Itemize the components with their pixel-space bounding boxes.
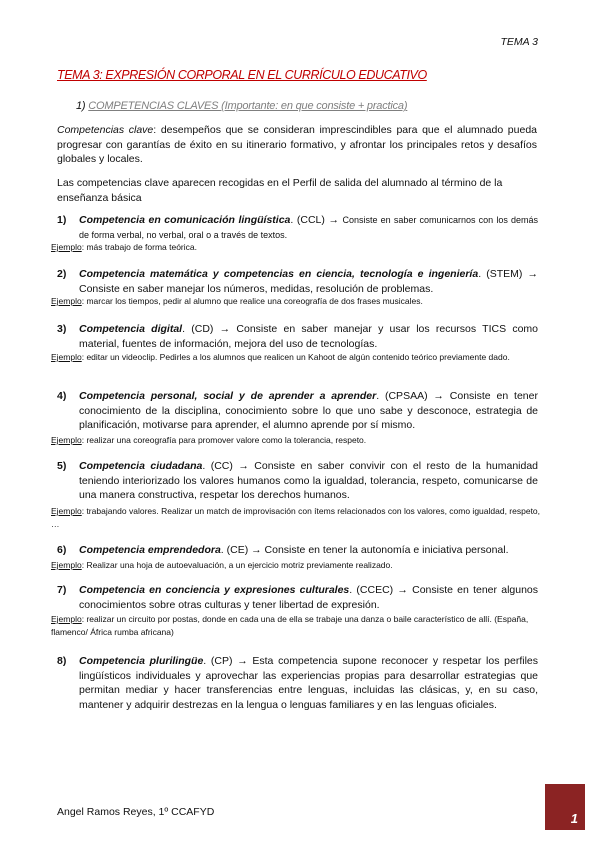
- item-name: Competencia en comunicación lingüística: [79, 214, 291, 226]
- item-number: 1): [57, 214, 67, 226]
- item-number: 2): [57, 268, 67, 280]
- item-name: Competencia plurilingüe: [79, 655, 204, 667]
- example-label: Ejemplo: [51, 242, 82, 252]
- item-code: . (CE) →: [220, 544, 265, 556]
- example-text: : realizar un circuito por postas, donde en cada una de ella se trabaje una danza o baile característico de allí. (España, flamenco/ África rumba africana): [51, 614, 529, 637]
- competencia-item-ccec: [57, 583, 538, 612]
- competencia-item-cd: [57, 322, 538, 351]
- item-desc: Consiste en tener conocimiento de la disciplina, conocimiento sobre lo que uno sabe y desconoce, estrategia de planificación, motivarse para aprender, el alumno aprende por sí mismo.: [79, 390, 538, 431]
- item-number: 4): [57, 390, 67, 402]
- footer-author: Angel Ramos Reyes, 1º CCAFYD: [57, 806, 215, 818]
- intro-definition: [57, 123, 537, 167]
- item-name: Competencia digital: [79, 323, 183, 335]
- item-code: . (CPSAA) →: [376, 390, 450, 402]
- subtitle-number: 1): [76, 100, 86, 112]
- competencia-item-cc: [57, 459, 538, 503]
- example-cpsaa: [51, 434, 541, 447]
- example-ccec: [51, 613, 541, 639]
- header-tag: TEMA 3: [500, 36, 538, 48]
- item-desc: Consiste en saber comunicarnos con los demás de forma verbal, no verbal, oral o a través de textos.: [79, 215, 538, 240]
- item-code: . (CP) →: [203, 655, 253, 667]
- item-desc: Consiste en tener algunos conocimientos sobre otras culturas y tener libertad de expresión.: [79, 584, 539, 611]
- example-label: Ejemplo: [51, 560, 82, 570]
- example-label: Ejemplo: [51, 435, 82, 445]
- page-title: TEMA 3: EXPRESIÓN CORPORAL EN EL CURRÍCULO EDUCATIVO: [57, 68, 427, 82]
- item-number: 8): [57, 655, 67, 667]
- item-desc: Consiste en tener la autonomía e iniciativa personal.: [264, 544, 509, 556]
- item-code: . (STEM) →: [478, 268, 539, 280]
- item-desc: Consiste en saber manejar y usar los recursos TICS como material, fuentes de información, mejora del uso de tecnologías.: [79, 323, 539, 350]
- example-label: Ejemplo: [51, 352, 82, 362]
- item-number: 6): [57, 544, 67, 556]
- item-name: Competencia ciudadana: [79, 460, 203, 472]
- item-code: . (CCL) →: [290, 214, 343, 226]
- item-desc: Esta competencia supone reconocer y respetar los perfiles lingüísticos individuales y aprovechar las experiencias propias para desarrollar estrategias que permitan mediar y hacer transferencias entre lenguas, incluidas las clásicas, y, en su caso, mantener y adquirir destrezas en la lengua o lenguas familiares y en las lenguas oficiales.: [79, 655, 538, 711]
- page-number: 1: [570, 811, 578, 826]
- competencia-item-cpsaa: [57, 389, 538, 433]
- item-number: 3): [57, 323, 67, 335]
- intro-paragraph: Las competencias clave aparecen recogidas en el Perfil de salida del alumnado al término de la enseñanza básica: [57, 177, 503, 204]
- example-cc: [51, 505, 541, 531]
- competencia-item-ccl: [57, 213, 538, 242]
- item-code: . (CCEC) →: [349, 584, 413, 596]
- item-name: Competencia en conciencia y expresiones culturales: [79, 584, 350, 596]
- competencia-item-stem: [57, 267, 538, 296]
- item-desc: Consiste en saber convivir con el resto de la humanidad teniendo interiorizado los valores humanos como la igualdad, tolerancia, respeto, comunicarse de una manera constructiva, respetar los derechos humanos.: [79, 460, 539, 501]
- section-subtitle: [76, 100, 407, 112]
- page-number-box: [545, 784, 585, 830]
- item-name: Competencia emprendedora: [79, 544, 221, 556]
- example-text: : más trabajo de forma teórica.: [81, 242, 197, 252]
- example-stem: [51, 295, 541, 308]
- item-name: Competencia personal, social y de aprender a aprender: [79, 390, 377, 402]
- example-label: Ejemplo: [51, 506, 82, 516]
- competencia-item-cp: [57, 654, 538, 712]
- item-number: 5): [57, 460, 67, 472]
- item-name: Competencia matemática y competencias en ciencia, tecnología e ingeniería: [79, 268, 479, 280]
- example-text: : realizar una coreografía para promover valore como la tolerancia, respeto.: [81, 435, 367, 445]
- intro-definition-text: : desempeños que se consideran imprescindibles para que el alumnado pueda progresar con garantías de éxito en su itinerario formativo, y afrontar los principales retos y desafíos globales y locales.: [57, 124, 537, 165]
- example-text: : editar un videoclip. Pedirles a los alumnos que realicen un Kahoot de algún contenido teórico previamente dado.: [81, 352, 510, 362]
- item-code: . (CC) →: [202, 460, 255, 472]
- example-label: Ejemplo: [51, 614, 82, 624]
- competencia-item-ce: [57, 543, 538, 558]
- item-desc: Consiste en saber manejar los números, medidas, resolución de problemas.: [79, 282, 434, 295]
- example-text: : trabajando valores. Realizar un match de improvisación con ítems relacionados con los valores, como igualdad, respeto, …: [51, 506, 541, 529]
- intro-term: Competencias clave: [57, 124, 154, 136]
- subtitle-text: COMPETENCIAS CLAVES (Importante: en que consiste + practica): [88, 100, 408, 112]
- item-code: . (CD) →: [182, 323, 237, 335]
- example-label: Ejemplo: [51, 296, 82, 306]
- example-ce: [51, 559, 541, 572]
- example-ccl: [51, 241, 541, 254]
- example-text: : Realizar una hoja de autoevaluación, a un ejercicio motriz previamente realizado.: [81, 560, 393, 570]
- item-number: 7): [57, 584, 67, 596]
- example-text: : marcar los tiempos, pedir al alumno que realice una coreografía de dos frases musicales.: [81, 296, 423, 306]
- example-cd: [51, 351, 541, 364]
